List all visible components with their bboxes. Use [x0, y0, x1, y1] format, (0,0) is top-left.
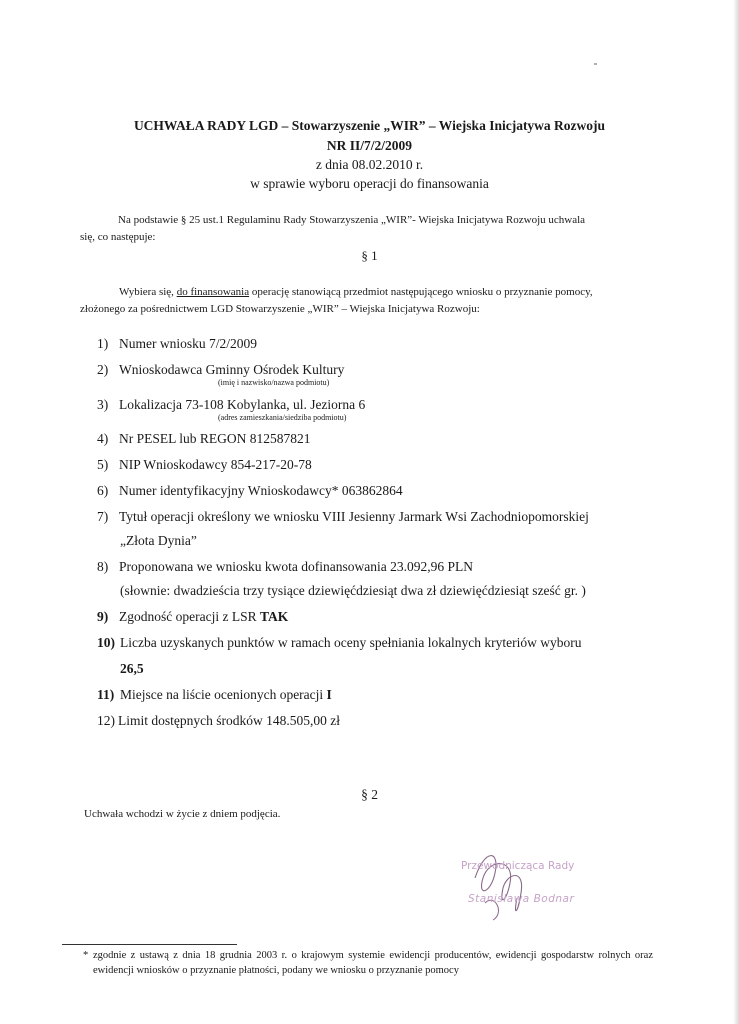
- list-item-continuation: „Złota Dynia”: [120, 533, 197, 548]
- resolution-date: z dnia 08.02.2010 r.: [315, 157, 424, 172]
- list-item: 8) Proponowana we wniosku kwota dofinansowania 23.092,96 PLN: [97, 559, 473, 574]
- footnote-marker: *: [83, 950, 89, 961]
- signature-name: Stanisława Bodnar: [468, 893, 575, 905]
- underlined-phrase: do finansowania: [176, 286, 250, 298]
- list-item: 7) Tytuł operacji określony we wniosku VIII Jesienny Jarmark Wsi Zachodniopomorskiej: [97, 509, 589, 524]
- list-item: 10) Liczba uzyskanych punktów w ramach oceny spełniania lokalnych kryteriów wyboru: [97, 635, 582, 650]
- handwritten-signature: [455, 838, 575, 928]
- scan-speck: [594, 63, 597, 65]
- section-2-text: Uchwała wchodzi w życie z dniem podjęcia.: [84, 808, 281, 820]
- signature-title: Przewodnicząca Rady: [461, 860, 575, 872]
- resolution-number: NR II/7/2/2009: [326, 138, 413, 153]
- list-item: 12) Limit dostępnych środków 148.505,00 zł: [97, 713, 340, 728]
- resolution-subject: w sprawie wyboru operacji do finansowania: [250, 176, 489, 191]
- list-item: 3) Lokalizacja 73-108 Kobylanka, ul. Jeziorna 6: [97, 397, 366, 412]
- field-hint: (adres zamieszkania/siedziba podmiotu): [218, 413, 347, 422]
- field-hint: (imię i nazwisko/nazwa podmiotu): [218, 378, 330, 387]
- list-item-continuation: 26,5: [120, 661, 144, 676]
- list-item: 6) Numer identyfikacyjny Wnioskodawcy* 063862864: [97, 483, 403, 498]
- section-1-line-1: Wybiera się, do finansowania operację stanowiącą przedmiot następującego wniosku o przyznanie pomocy,: [119, 286, 593, 298]
- resolution-title: UCHWAŁA RADY LGD – Stowarzyszenie „WIR” – Wiejska Inicjatywa Rozwoju: [133, 118, 606, 133]
- list-item: 2) Wnioskodawca Gminny Ośrodek Kultury: [97, 362, 345, 377]
- intro-line-2: się, co następuje:: [80, 231, 156, 243]
- intro-line-1: Na podstawie § 25 ust.1 Regulaminu Rady Stowarzyszenia „WIR”- Wiejska Inicjatywa Rozwoju uchwala: [118, 214, 586, 226]
- list-item: 1) Numer wniosku 7/2/2009: [97, 336, 257, 351]
- section-1-heading: § 1: [361, 248, 378, 263]
- footnote-separator: [62, 944, 237, 945]
- list-item: 4) Nr PESEL lub REGON 812587821: [97, 431, 311, 446]
- list-item: 5) NIP Wnioskodawcy 854-217-20-78: [97, 457, 312, 472]
- section-1-line-2: złożonego za pośrednictwem LGD Stowarzyszenie „WIR” – Wiejska Inicjatywa Rozwoju:: [80, 303, 480, 315]
- list-item: 9) Zgodność operacji z LSR TAK: [97, 609, 289, 624]
- footnote: [83, 948, 653, 978]
- footnote-text: zgodnie z ustawą z dnia 18 grudnia 2003 r. o krajowym systemie ewidencji producentów, ewidencji gospodarstw rolnych oraz ewidencji wniosków o przyznanie płatności, podany we wniosku o przyznanie pomocy: [93, 950, 653, 976]
- section-2-heading: § 2: [361, 787, 378, 802]
- list-item-continuation: (słownie: dwadzieścia trzy tysiące dziewięćdziesiąt dwa zł dziewięćdziesiąt sześć gr. ): [120, 583, 586, 598]
- list-item: 11) Miejsce na liście ocenionych operacji I: [97, 687, 332, 702]
